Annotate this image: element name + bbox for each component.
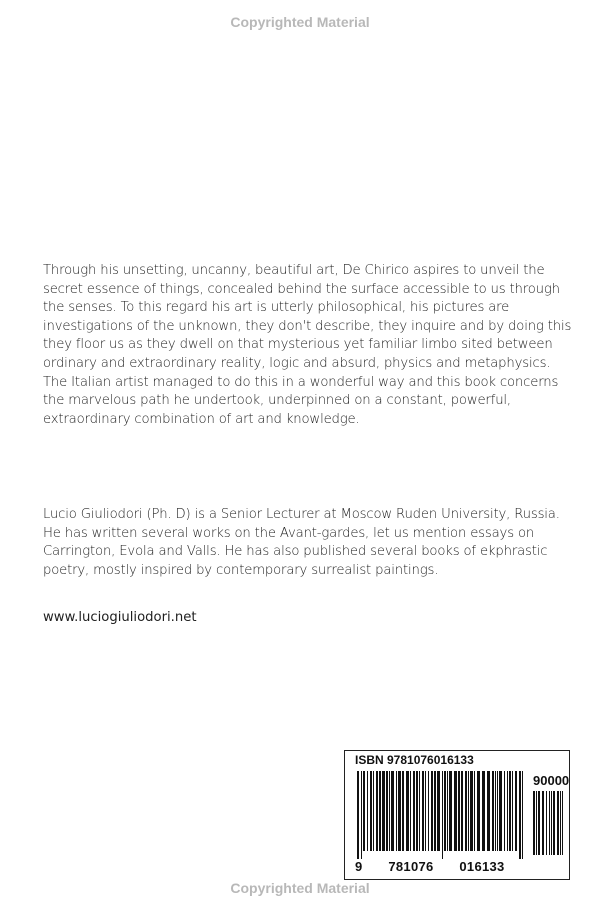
barcode-bar [515, 771, 517, 851]
barcode-bar [425, 771, 426, 851]
barcode-bar [410, 771, 411, 851]
barcode-bar [437, 771, 440, 851]
author-bio [43, 506, 573, 580]
barcode-bar [512, 771, 513, 851]
price-code: 90000 [533, 773, 570, 788]
barcode-bar [379, 771, 381, 851]
barcode-bar [367, 771, 368, 851]
barcode-bar [492, 771, 494, 851]
barcode-bar [482, 771, 485, 851]
barcode-bar [470, 771, 473, 851]
barcode-bar [474, 771, 475, 851]
isbn-barcode [344, 750, 570, 880]
isbn-label: ISBN 9781076016133 [355, 753, 474, 767]
barcode-bar [376, 771, 378, 851]
barcode-bar [487, 771, 490, 851]
price-bar [557, 791, 559, 855]
barcode-bar [370, 771, 372, 851]
barcode-bar [477, 771, 480, 851]
barcode-bar [509, 771, 511, 851]
barcode-bar [454, 771, 457, 851]
barcode-bar [382, 771, 385, 851]
barcode-bar [431, 771, 433, 851]
barcode-bar [373, 771, 374, 851]
barcode-bar [442, 771, 443, 859]
author-bio-text: Lucio Giuliodori (Ph. D) is a Senior Lecturer at Moscow Ruden University, Russia. He has written several works on the Avant-gardes, let us mention essays on Carrington, Evola and Valls. He has also published several books of ekphrastic poetry, mostly inspired by contemporary surrealist paintings. [43, 507, 560, 578]
barcode-bar [413, 771, 415, 851]
barcode-bar [504, 771, 505, 851]
barcode-bar [458, 771, 460, 851]
barcode-bar [507, 771, 508, 851]
barcode-bar [361, 771, 362, 859]
barcode-bar [519, 771, 521, 859]
price-bar [560, 791, 561, 855]
barcode-bars [353, 767, 563, 861]
price-bar [536, 791, 537, 855]
barcode-bar [497, 771, 498, 851]
barcode-digits [355, 859, 505, 874]
barcode-bar [398, 771, 401, 851]
barcode-bar [428, 771, 429, 851]
barcode-bar [357, 771, 359, 859]
barcode-bar [449, 771, 452, 851]
price-bar [553, 791, 555, 855]
price-bar [549, 791, 550, 855]
barcode-bar [461, 771, 463, 851]
barcode-bar [522, 771, 523, 859]
price-bar [538, 791, 540, 855]
barcode-bar [422, 771, 424, 851]
price-bar [546, 791, 547, 855]
barcode-bar [363, 771, 365, 851]
barcode-digit-group-1: 781076 [388, 859, 434, 874]
barcode-bar [447, 771, 448, 851]
barcode-bar [465, 771, 467, 851]
barcode-bar [402, 771, 404, 851]
barcode-bar [391, 771, 394, 851]
barcode-bar [444, 771, 446, 851]
barcode-bar [434, 771, 436, 851]
price-bar [562, 791, 563, 855]
barcode-bar [386, 771, 388, 851]
barcode-bar [389, 771, 390, 851]
barcode-bar [406, 771, 409, 851]
barcode-bar [419, 771, 420, 851]
price-bar [551, 791, 552, 855]
barcode-bar [396, 771, 397, 851]
synopsis-paragraph-2: The Italian artist managed to do this in a wonderful way and this book concerns the marvelous path he undertook, underpinned on a constant, powerful, extraordinary combination of art and knowledge. [43, 374, 559, 427]
barcode-digit-first: 9 [355, 859, 363, 874]
barcode-bar [416, 771, 418, 851]
barcode-bar [468, 771, 469, 851]
barcode-bar [499, 771, 502, 851]
price-bar [542, 791, 544, 855]
book-synopsis [43, 262, 573, 429]
price-bar [533, 791, 535, 855]
synopsis-paragraph-1: Through his unsetting, uncanny, beautiful art, De Chirico aspires to unveil the secret essence of things, concealed behind the surface accessible to us through the senses. To this regard his art is utterly philosophical, his pictures are investigations of the unknown, they don't describe, they inquire and by doing this they floor us as they dwell on that mysterious yet familiar limbo sited between ordinary and extraordinary reality, logic and absurd, physics and metaphysics. [43, 263, 572, 371]
author-website: www.luciogiuliodori.net [43, 610, 197, 625]
barcode-bar [495, 771, 496, 851]
barcode-digit-group-2: 016133 [459, 859, 505, 874]
copyright-watermark-bottom: Copyrighted Material [230, 880, 370, 896]
copyright-watermark-top: Copyrighted Material [230, 14, 370, 30]
